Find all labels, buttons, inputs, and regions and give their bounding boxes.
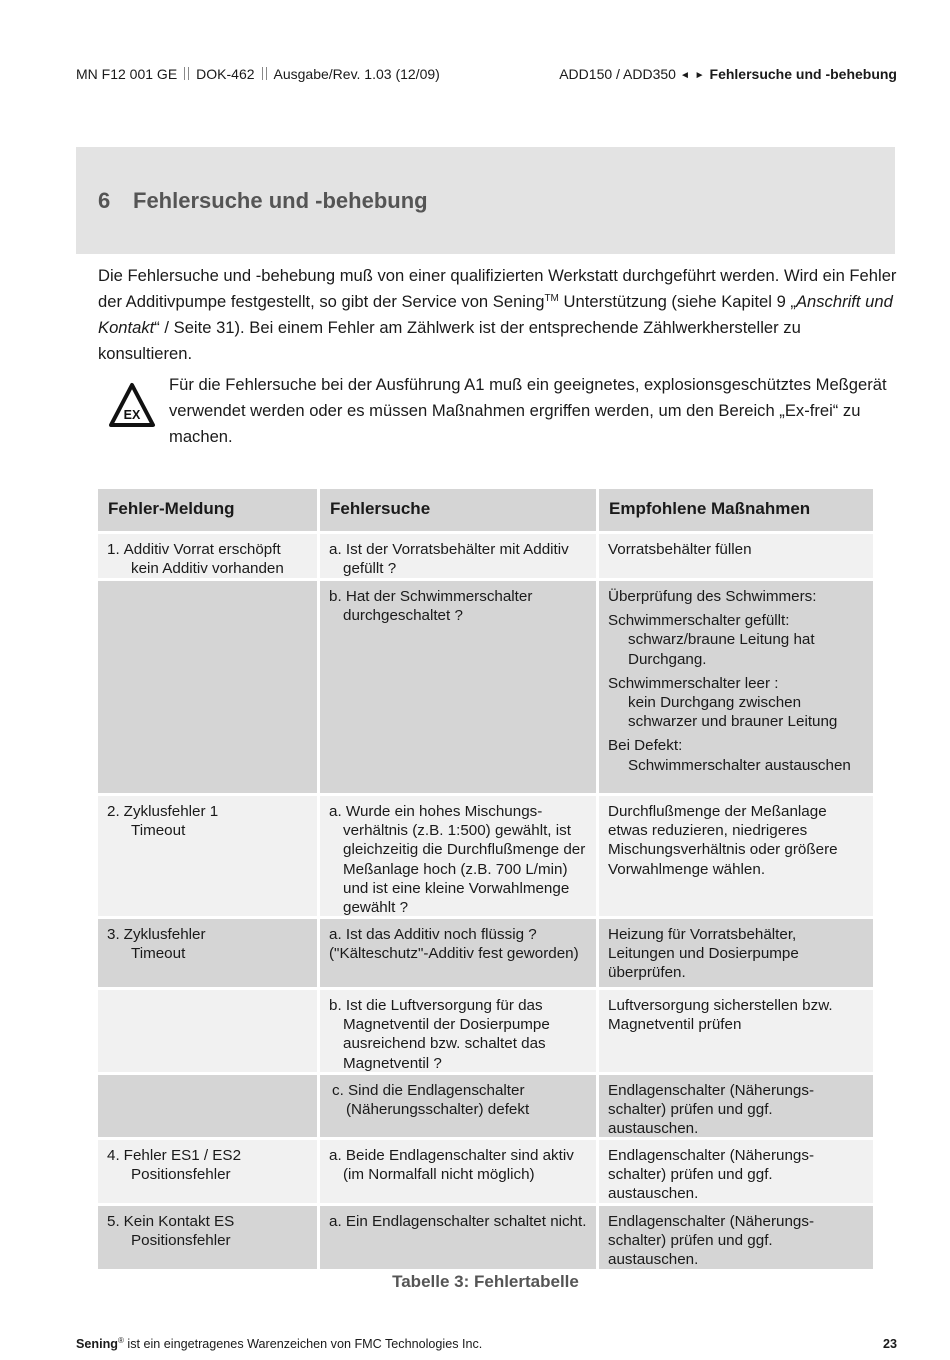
troubleshooting-cell: a. Ist das Additiv noch flüssig ? ("Kälteschutz"-Additiv fest geworden)	[320, 919, 596, 987]
intro-text-1: Die Fehlersuche und -behebung muß von einer qualifizierten Werkstatt durchgeführt werden. Wird ein Fehler der Additivpumpe festgestellt, so gibt der Service von Sening	[98, 266, 897, 311]
error-number: 4.	[107, 1147, 120, 1164]
error-message: 5. Kein Kontakt ES Positionsfehler	[107, 1213, 235, 1250]
header-section-info	[559, 66, 897, 82]
action-cell: Endlagenschalter (Näherungs-schalter) prüfen und ggf. austauschen.	[599, 1075, 873, 1137]
troubleshooting-cell: a. Beide Endlagenschalter sind aktiv (im Normalfall nicht möglich)	[320, 1140, 596, 1203]
table-row	[98, 919, 873, 987]
intro-text-2: Unterstützung (siehe Kapitel 9 „	[558, 292, 796, 311]
troubleshooting-cell: a. Ein Endlagenschalter schaltet nicht.	[320, 1206, 596, 1269]
table-row	[98, 581, 873, 793]
ex-icon-label: EX	[123, 408, 141, 422]
troubleshooting-cell: a. Wurde ein hohes Mischungs-verhältnis (z.B. 1:500) gewählt, ist gleichzeitig die Durchflußmenge der Meßanlage hoch (z.B. 700 L/min) und ist eine kleine Vorwahlmenge gewählt ?	[320, 796, 596, 916]
table-header-row	[98, 489, 873, 531]
page-number: 23	[882, 1337, 897, 1351]
error-message: 3. Zyklusfehler Timeout	[107, 926, 206, 963]
header-section: Fehlersuche und -behebung	[709, 66, 897, 82]
table-caption: Tabelle 3: Fehlertabelle	[392, 1272, 579, 1291]
header-product: ADD150 / ADD350	[559, 66, 676, 82]
header-separator	[262, 67, 267, 80]
header-dok: DOK-462	[196, 66, 255, 82]
trademark-sup: TM	[544, 293, 559, 304]
error-message-cell	[98, 1075, 317, 1137]
registered-mark: ®	[117, 1336, 124, 1345]
header-doc-info	[76, 66, 440, 82]
header-rev: Ausgabe/Rev. 1.03 (12/09)	[273, 66, 440, 82]
error-number: 3.	[107, 926, 120, 943]
error-message: 2. Zyklusfehler 1 Timeout	[107, 803, 219, 840]
error-message: 1. Additiv Vorrat erschöpft kein Additiv vorhanden	[107, 541, 284, 578]
ex-warning-icon	[108, 382, 156, 428]
footer-text: ist ein eingetragenes Warenzeichen von FMC Technologies Inc.	[123, 1337, 483, 1351]
warning-text: Für die Fehlersuche bei der Ausführung A1 muß ein geeignetes, explosionsgeschütztes Meßgerät verwendet werden oder es müssen Maßnahmen ergriffen werden, um den Bereich „Ex-frei“ zu machen.	[169, 375, 887, 446]
action-cell: Durchflußmenge der Meßanlage etwas reduzieren, niedrigeres Mischungsverhältnis oder größere Vorwahlmenge wählen.	[599, 796, 873, 916]
page-header	[76, 66, 897, 86]
error-message-cell	[98, 1206, 317, 1269]
chapter-reference-link[interactable]: Anschrift und Kontakt	[98, 292, 893, 337]
chapter-number: 6	[98, 188, 111, 213]
action-cell: Heizung für Vorratsbehälter, Leitungen und Dosierpumpe überprüfen.	[599, 919, 873, 987]
table-row	[98, 990, 873, 1072]
error-number: 2.	[107, 803, 120, 820]
error-message-cell	[98, 990, 317, 1072]
header-fehler-meldung: Fehler-Meldung	[98, 489, 317, 531]
action-cell: Endlagenschalter (Näherungs-schalter) prüfen und ggf. austauschen.	[599, 1140, 873, 1203]
footer-trademark-note	[76, 1337, 482, 1351]
troubleshooting-cell: b. Ist die Luftversorgung für das Magnetventil der Dosierpumpe ausreichend bzw. schaltet das Magnetventil ?	[320, 990, 596, 1072]
error-message-cell	[98, 919, 317, 987]
action-cell: Luftversorgung sicherstellen bzw. Magnetventil prüfen	[599, 990, 873, 1072]
table-row	[98, 796, 873, 916]
intro-text-3: “ / Seite 31). Bei einem Fehler am Zählwerk ist der entsprechende Zählwerkhersteller zu konsultieren.	[98, 318, 801, 363]
action-cell: Endlagenschalter (Näherungs-schalter) prüfen und ggf. austauschen.	[599, 1206, 873, 1269]
chapter-title	[98, 188, 428, 214]
action-cell: Vorratsbehälter füllen	[599, 534, 873, 578]
table-row	[98, 534, 873, 578]
table-row	[98, 1140, 873, 1203]
footer-brand: Sening	[76, 1337, 118, 1351]
header-doc-id: MN F12 001 GE	[76, 66, 178, 82]
header-fehlersuche: Fehlersuche	[320, 489, 596, 531]
table-row	[98, 1206, 873, 1269]
chapter-title-text: Fehlersuche und -behebung	[133, 188, 428, 213]
error-message-cell	[98, 581, 317, 793]
header-massnahmen: Empfohlene Maßnahmen	[599, 489, 873, 531]
table-row	[98, 1075, 873, 1137]
troubleshooting-cell: c. Sind die Endlagenschalter (Näherungsschalter) defekt	[320, 1075, 596, 1137]
intro-paragraph	[98, 263, 898, 367]
chapter-heading-box	[76, 147, 895, 254]
troubleshooting-table	[98, 489, 873, 1272]
action-cell: Überprüfung des Schwimmers: Schwimmerschalter gefüllt: schwarz/braune Leitung hat Durchgang. Schwimmerschalter leer : kein Durchgang zwischen schwarzer und brauner Leitung Bei Defekt: Schwimmerschalter austauschen	[599, 581, 873, 793]
error-message-cell	[98, 796, 317, 916]
troubleshooting-cell: b. Hat der Schwimmerschalter durchgeschaltet ?	[320, 581, 596, 793]
error-message: 4. Fehler ES1 / ES2 Positionsfehler	[107, 1147, 242, 1184]
header-separator	[184, 67, 189, 80]
error-number: 5.	[107, 1213, 120, 1230]
header-nav-arrows: ◄ ►	[679, 70, 706, 81]
troubleshooting-cell: a. Ist der Vorratsbehälter mit Additiv gefüllt ?	[320, 534, 596, 578]
error-message-cell	[98, 534, 317, 578]
error-number: 1.	[107, 541, 120, 558]
error-message-cell	[98, 1140, 317, 1203]
